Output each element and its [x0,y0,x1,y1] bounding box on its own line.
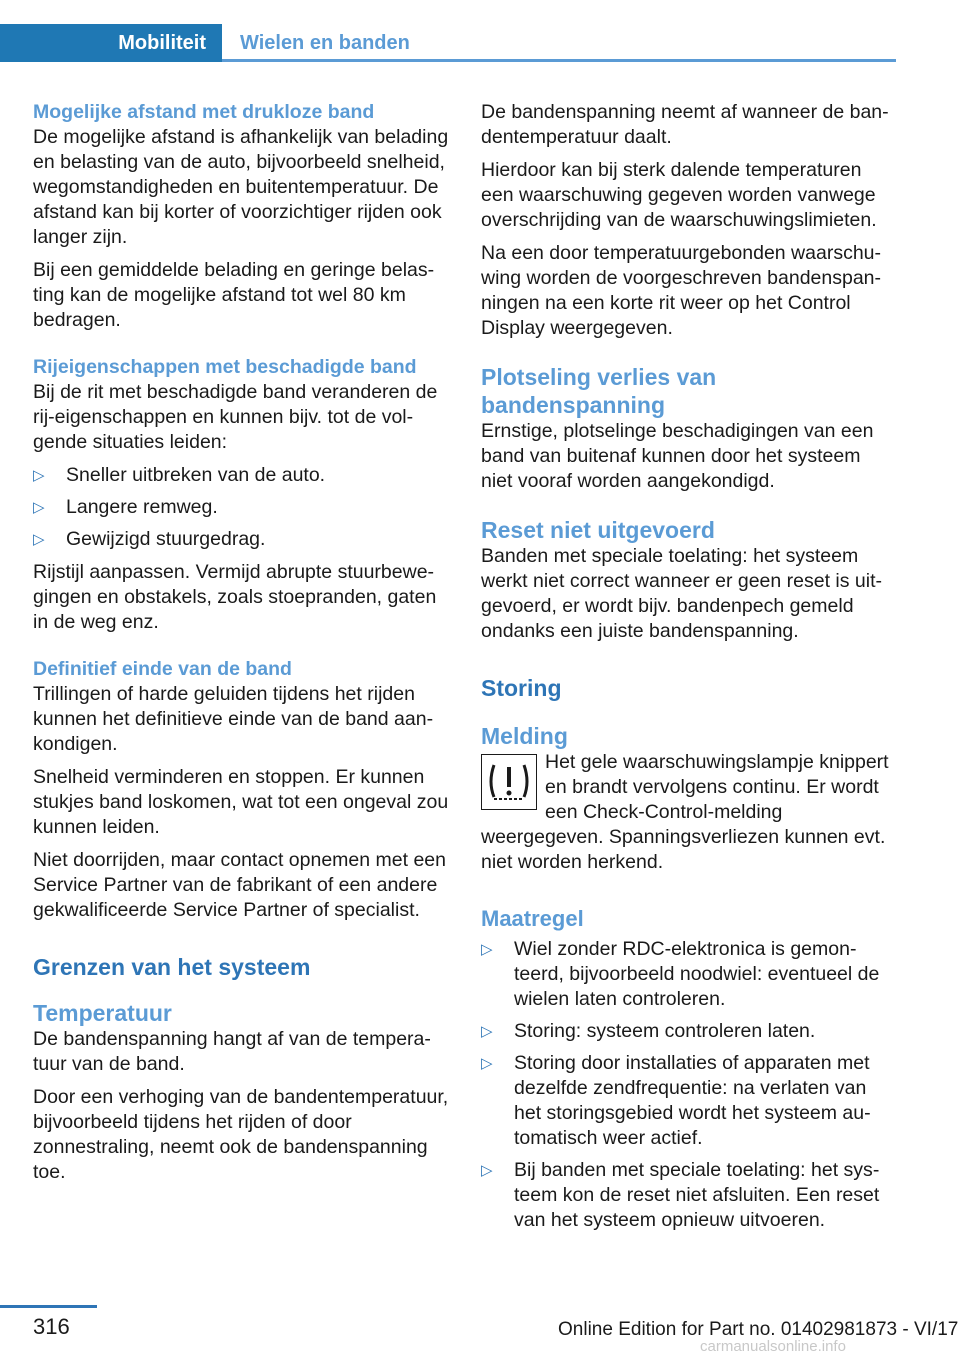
paragraph: Hierdoor kan bij sterk dalende temperaturen een waarschuwing gegeven worden vanwege overschrijding van de waarschuwingslimieten. [481,159,877,231]
paragraph: Rijstijl aanpassen. Vermijd abrupte stuurbewegingen en obstakels, zoals stoepranden, gaten in de weg enz. [33,561,437,633]
paragraph: Na een door temperatuurgebonden waarschuwing worden de voorgeschreven bandenspanningen na een korte rit weer op het Control Display weergegeven. [481,242,882,339]
list-item: ▷ Storing door installaties of apparaten met dezelfde zendfrequentie: na verlaten van het storingsgebied wordt het systeem automatisch weer actief. [481,1052,871,1149]
triangle-bullet-icon: ▷ [481,1055,493,1072]
list-item: ▷ Wiel zonder RDC-elektronica is gemonteerd, bijvoorbeeld noodwiel: eventueel de wielen laten controleren. [481,938,880,1010]
triangle-bullet-icon: ▷ [481,1023,493,1040]
list-rijeigenschappen [33,463,451,552]
triangle-bullet-icon: ▷ [481,1162,493,1179]
heading-grenzen: Grenzen van het systeem [33,954,311,980]
triangle-bullet-icon: ▷ [33,499,45,516]
list-item: ▷ Bij banden met speciale toelating: het systeem kon de reset niet afsluiten. Een reset van het systeem opnieuw uitvoeren. [481,1159,880,1231]
page-header [0,0,960,62]
page-number: 316 [33,1314,70,1339]
edition-text: Online Edition for Part no. 01402981873 - VI/17 [558,1319,959,1340]
paragraph: De bandenspanning hangt af van de temperatuur van de band. [33,1028,431,1075]
paragraph: Bij een gemiddelde belading en geringe belasting kan de mogelijke afstand tot wel 80 km bedragen. [33,259,435,331]
paragraph: Het gele waarschuwingslampje knippert en brandt vervolgens continu. Er wordt een Check-Control-melding weergegeven. Spanningsverliezen kunnen evt. niet worden herkend. [481,751,889,873]
paragraph: Banden met speciale toelating: het systeem werkt niet correct wanneer er geen reset is uitgevoerd, er wordt bijv. bandenpech gemeld ondanks een juiste bandenspanning. [481,545,883,642]
triangle-bullet-icon: ▷ [481,941,493,958]
heading-storing: Storing [481,675,562,701]
heading-maatregel: Maatregel [481,906,584,931]
paragraph: De mogelijke afstand is afhankelijk van belading en belasting van de auto, bijvoorbeeld snelheid, wegomstandigheden en buitentemperatuur. De afstand kan bij korter of voorzichtiger rijden ook langer zijn. [33,126,449,248]
watermark: carmanualsonline.info [700,1338,846,1355]
heading-reset: Reset niet uitgevoerd [481,517,715,543]
tab-mobiliteit: Mobiliteit [0,24,222,62]
melding-block [481,750,897,875]
right-column [481,100,897,1241]
paragraph: Snelheid verminderen en stoppen. Er kunnen stukjes band loskomen, wat tot een ongeval zou kunnen leiden. [33,766,449,838]
heading-temperatuur: Temperatuur [33,1000,172,1026]
heading-einde: Definitief einde van de band [33,658,292,680]
header-rule [222,59,896,62]
paragraph: Niet doorrijden, maar contact opnemen met een Service Partner van de fabrikant of een andere gekwalificeerde Service Partner of specialist. [33,849,446,921]
paragraph: Bij de rit met beschadigde band veranderen de rij-eigenschappen en kunnen bijv. tot de volgende situaties leiden: [33,381,438,453]
tab-wielen-en-banden: Wielen en banden [240,32,410,54]
heading-rijeigenschappen: Rijeigenschappen met beschadigde band [33,356,417,378]
list-item: ▷ Sneller uitbreken van de auto. [33,464,326,486]
paragraph: Door een verhoging van de bandentemperatuur, bijvoorbeeld tijdens het rijden of door zonnestraling, neemt ook de bandenspanning toe. [33,1086,449,1183]
list-item: ▷ Langere remweg. [33,496,218,518]
footer-rule [0,1305,97,1308]
paragraph: Ernstige, plotselinge beschadigingen van een band van buitenaf kunnen door het systeem niet vooraf worden aangekondigd. [481,420,874,492]
paragraph: De bandenspanning neemt af wanneer de bandentemperatuur daalt. [481,101,889,148]
triangle-bullet-icon: ▷ [33,531,45,548]
list-item: ▷ Gewijzigd stuurgedrag. [33,528,266,550]
list-maatregel [481,937,897,1233]
heading-plotseling-verlies: Plotseling verlies van bandenspanning [481,364,717,418]
paragraph: Trillingen of harde geluiden tijdens het rijden kunnen het definitieve einde van de band aankondigen. [33,683,434,755]
tire-pressure-warning-icon [481,754,537,810]
left-column [33,100,451,1193]
list-item: ▷ Storing: systeem controleren laten. [481,1020,816,1042]
heading-melding: Melding [481,723,568,749]
triangle-bullet-icon: ▷ [33,467,45,484]
heading-afstand: Mogelijke afstand met drukloze band [33,101,375,123]
